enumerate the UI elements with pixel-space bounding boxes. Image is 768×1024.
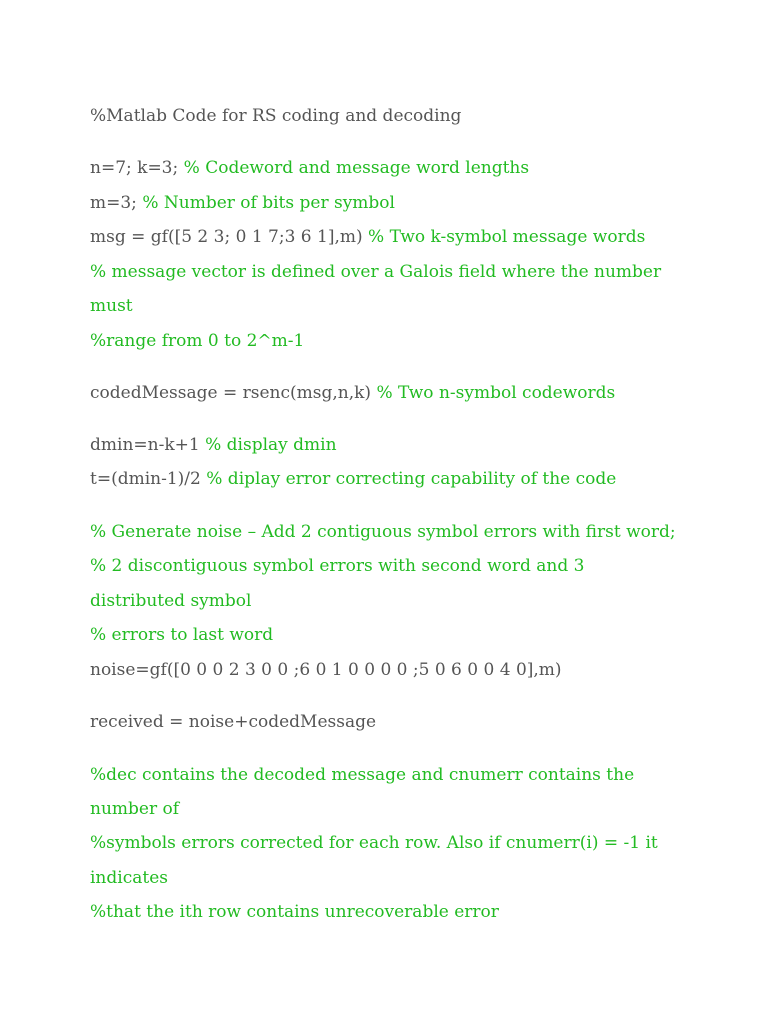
code-line (90, 324, 304, 358)
code-text: noise=gf([0 0 0 2 3 0 0 ;6 0 1 0 0 0 0 ;5 0 6 0 0 4 0],m) (90, 660, 562, 680)
comment-text: % Number of bits per symbol (142, 193, 395, 213)
code-text: %Matlab Code for RS coding and decoding (90, 106, 462, 126)
code-text: n=7; k=3; (90, 158, 184, 178)
code-line (90, 289, 133, 323)
comment-text: %dec contains the decoded message and cnumerr contains the (90, 765, 635, 785)
comment-text: % Generate noise – Add 2 contiguous symbol errors with first word; (90, 522, 676, 542)
comment-text: must (90, 296, 133, 316)
comment-text: % Two k-symbol message words (368, 227, 646, 247)
code-line (90, 618, 273, 652)
code-line (90, 549, 584, 583)
code-text: dmin=n-k+1 (90, 435, 206, 455)
code-line (90, 428, 337, 462)
code-text: received = noise+codedMessage (90, 712, 377, 732)
code-text: codedMessage = rsenc(msg,n,k) (90, 383, 377, 403)
comment-text: % diplay error correcting capability of the code (206, 469, 617, 489)
code-text: t=(dmin-1)/2 (90, 469, 207, 489)
code-line (90, 99, 461, 133)
comment-text: % display dmin (205, 435, 337, 455)
comment-text: % message vector is defined over a Galois field where the number (90, 262, 662, 282)
code-line (90, 220, 645, 254)
comment-text: %symbols errors corrected for each row. Also if cnumerr(i) = -1 it (90, 833, 658, 853)
code-line (90, 584, 251, 618)
code-line (90, 792, 179, 826)
code-line (90, 758, 634, 792)
comment-text: %that the ith row contains unrecoverable error (90, 902, 499, 922)
comment-text: % 2 discontiguous symbol errors with second word and 3 (90, 556, 585, 576)
comment-text: number of (90, 799, 180, 819)
comment-text: distributed symbol (90, 591, 252, 611)
comment-text: % Codeword and message word lengths (183, 158, 530, 178)
code-line (90, 255, 661, 289)
comment-text: % errors to last word (90, 625, 274, 645)
code-line (90, 653, 562, 687)
code-line (90, 376, 615, 410)
code-line (90, 186, 395, 220)
comment-text: indicates (90, 868, 168, 888)
code-line (90, 705, 376, 739)
code-text: msg = gf([5 2 3; 0 1 7;3 6 1],m) (90, 227, 369, 247)
code-line (90, 826, 658, 860)
code-line (90, 861, 168, 895)
code-line (90, 515, 676, 549)
comment-text: % Two n-symbol codewords (376, 383, 616, 403)
comment-text: %range from 0 to 2^m-1 (90, 331, 305, 351)
code-line (90, 895, 499, 929)
code-line (90, 151, 529, 185)
code-line (90, 462, 616, 496)
code-text: m=3; (90, 193, 143, 213)
